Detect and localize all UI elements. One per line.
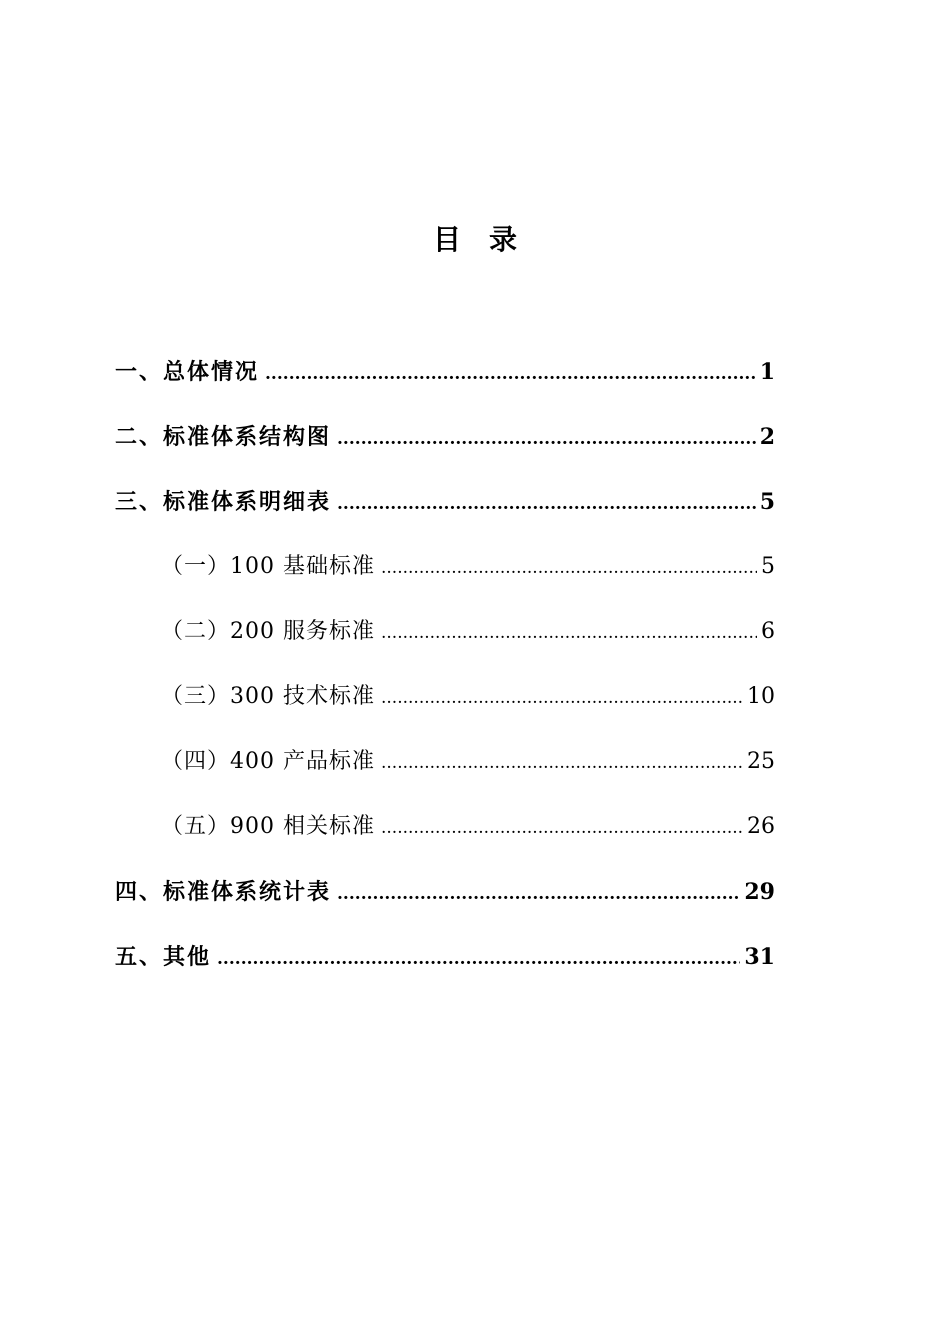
toc-page-number: 6 — [761, 619, 775, 644]
dot-leader — [381, 612, 757, 653]
toc-entry-basic-standards[interactable] — [115, 547, 775, 612]
toc-entry-label: 二、标准体系结构图 — [115, 424, 332, 450]
toc-entry-label: （五）900 相关标准 — [161, 814, 375, 839]
toc-entry-label: （一）100 基础标准 — [161, 554, 375, 579]
toc-entry-technical-standards[interactable] — [115, 677, 775, 742]
toc-entry-label: （二）200 服务标准 — [161, 619, 375, 644]
toc-entry-service-standards[interactable] — [115, 612, 775, 677]
page-title: 目录 — [432, 223, 545, 256]
toc-entry-label: 五、其他 — [115, 944, 212, 970]
toc-entry-structure-diagram[interactable] — [115, 417, 775, 482]
dot-leader — [337, 872, 740, 914]
dot-leader — [265, 352, 756, 394]
toc-entry-overview[interactable] — [115, 352, 775, 417]
toc-entry-product-standards[interactable] — [115, 742, 775, 807]
toc-entry-label: （四）400 产品标准 — [161, 749, 375, 774]
dot-leader — [381, 677, 743, 718]
table-of-contents — [115, 352, 775, 1002]
toc-page-number: 29 — [744, 879, 775, 905]
toc-entry-label: （三）300 技术标准 — [161, 684, 375, 709]
toc-page-number: 31 — [744, 944, 775, 970]
toc-entry-statistics-table[interactable] — [115, 872, 775, 937]
dot-leader — [381, 547, 757, 588]
toc-page-number: 2 — [759, 424, 775, 450]
toc-page-number: 26 — [747, 814, 775, 839]
dot-leader — [337, 417, 756, 459]
toc-page-number: 5 — [759, 489, 775, 515]
toc-page-number: 25 — [747, 749, 775, 774]
dot-leader — [381, 807, 743, 848]
toc-entry-related-standards[interactable] — [115, 807, 775, 872]
toc-entry-detail-table[interactable] — [115, 482, 775, 547]
toc-entry-label: 四、标准体系统计表 — [115, 879, 332, 905]
toc-entry-other[interactable] — [115, 937, 775, 1002]
toc-page-number: 10 — [747, 684, 775, 709]
toc-page-number: 1 — [759, 359, 775, 385]
dot-leader — [381, 742, 743, 783]
toc-entry-label: 三、标准体系明细表 — [115, 489, 332, 515]
toc-page-number: 5 — [761, 554, 775, 579]
dot-leader — [337, 482, 756, 524]
toc-entry-label: 一、总体情况 — [115, 359, 260, 385]
dot-leader — [217, 937, 740, 979]
